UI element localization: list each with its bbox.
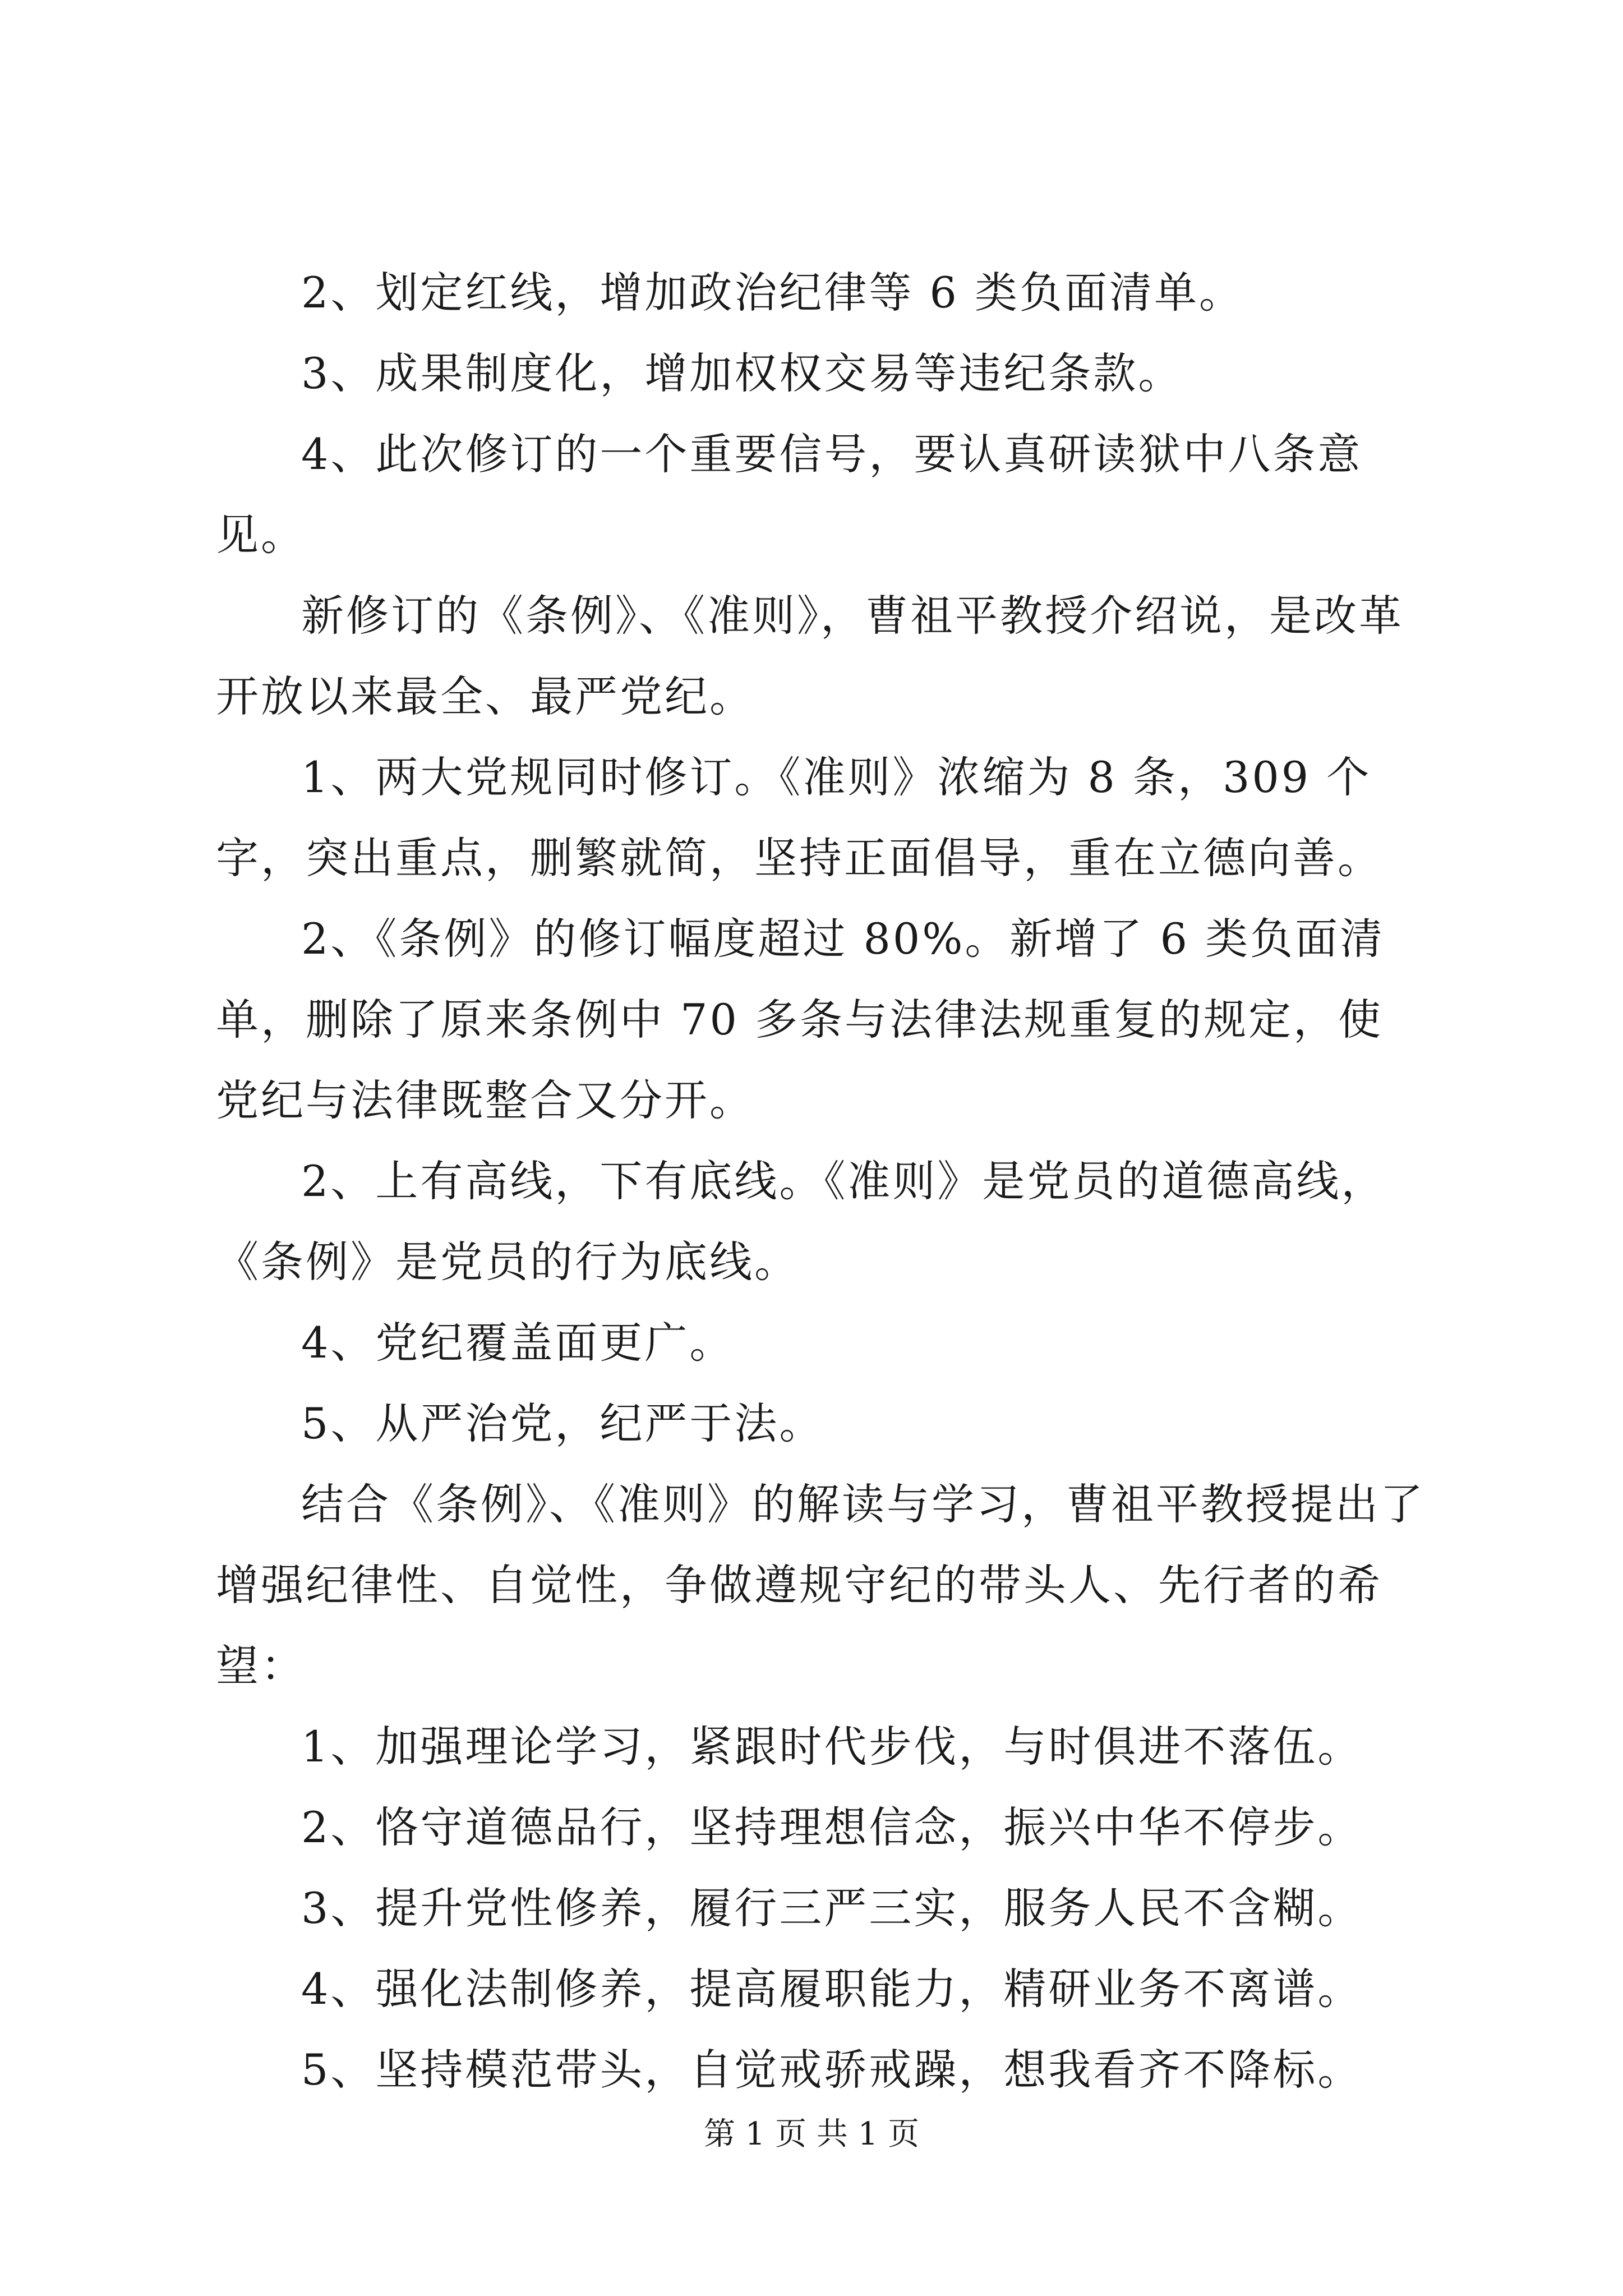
paragraph: 1、加强理论学习，紧跟时代步伐，与时俱进不落伍。 bbox=[301, 1722, 1363, 1772]
paragraph: 2、上有高线，下有底线。《准则》是党员的道德高线，《条例》是党员的行为底线。 bbox=[216, 1156, 1386, 1287]
paragraph: 4、此次修订的一个重要信号，要认真研读狱中八条意见。 bbox=[216, 429, 1363, 560]
paragraph: 2、恪守道德品行，坚持理想信念，振兴中华不停步。 bbox=[301, 1802, 1363, 1852]
paragraph: 3、提升党性修养，履行三严三实，服务人民不含糊。 bbox=[301, 1883, 1363, 1933]
page-number-footer: 第 1 页 共 1 页 bbox=[703, 2116, 920, 2152]
paragraph: 4、党纪覆盖面更广。 bbox=[301, 1318, 735, 1368]
document-body bbox=[216, 252, 1427, 2110]
paragraph: 3、成果制度化，增加权权交易等违纪条款。 bbox=[301, 348, 1183, 398]
paragraph: 1、两大党规同时修订。《准则》浓缩为 8 条，309 个字，突出重点，删繁就简，坚持正面倡导，重在立德向善。 bbox=[216, 752, 1382, 883]
paragraph: 5、从严治党，纪严于法。 bbox=[301, 1398, 824, 1448]
paragraph: 2、《条例》的修订幅度超过 80%。新增了 6 类负面清单，删除了原来条例中 70 多条与法律法规重复的规定，使党纪与法律既整合又分开。 bbox=[216, 914, 1385, 1125]
paragraph: 结合《条例》、《准则》的解读与学习，曹祖平教授提出了增强纪律性、自觉性，争做遵规守纪的带头人、先行者的希望： bbox=[216, 1479, 1425, 1691]
paragraph: 新修订的《条例》、《准则》，曹祖平教授介绍说，是改革开放以来最全、最严党纪。 bbox=[216, 591, 1404, 721]
paragraph: 5、坚持模范带头，自觉戒骄戒躁，想我看齐不降标。 bbox=[301, 2045, 1363, 2095]
paragraph: 2、划定红线，增加政治纪律等 6 类负面清单。 bbox=[301, 268, 1244, 318]
paragraph: 4、强化法制修养，提高履职能力，精研业务不离谱。 bbox=[301, 1964, 1363, 2014]
